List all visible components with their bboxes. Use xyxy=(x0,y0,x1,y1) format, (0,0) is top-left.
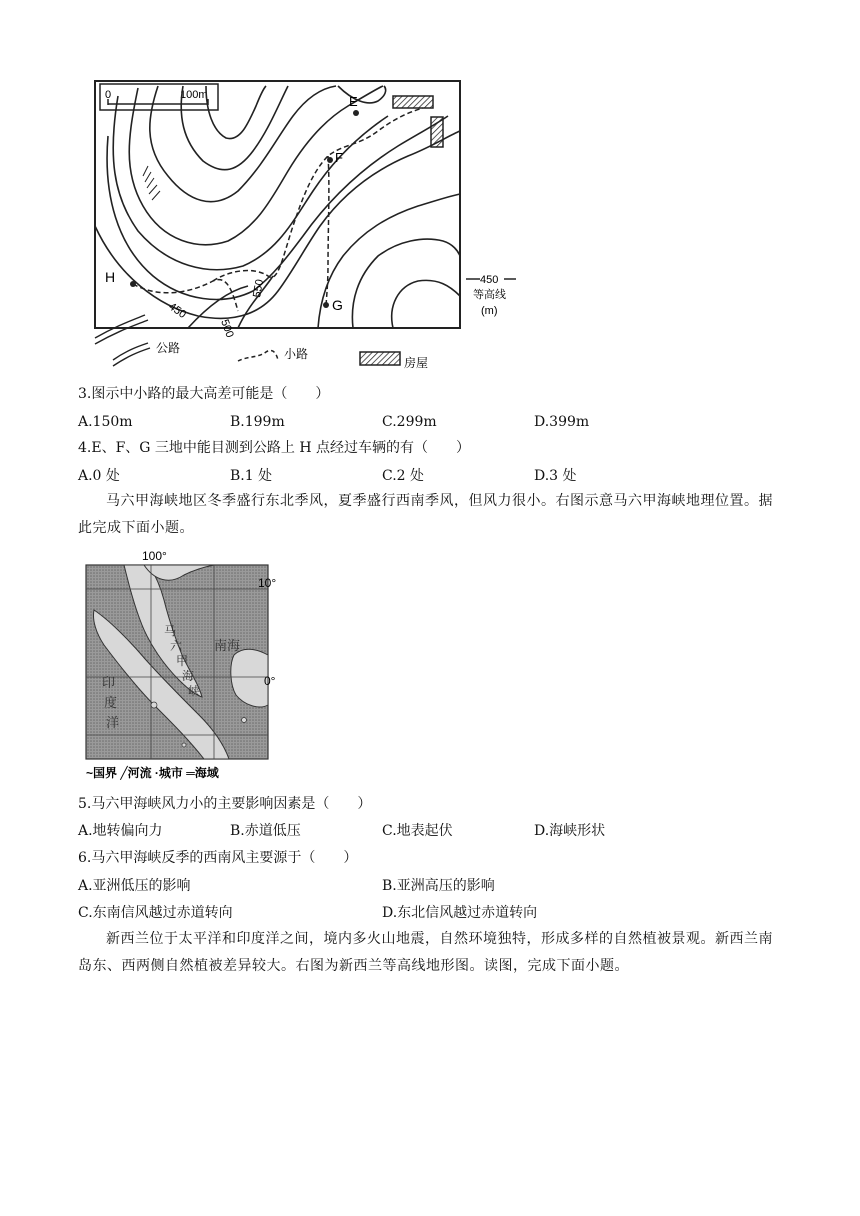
malacca-map-figure xyxy=(84,545,294,785)
question-6-option-a[interactable]: A.亚洲低压的影响 xyxy=(78,878,191,894)
question-5-option-d[interactable]: D.海峡形状 xyxy=(534,823,606,839)
contour-label-450: 450 xyxy=(166,300,189,321)
point-g-marker xyxy=(323,302,329,308)
intro-paragraph-new-zealand: 新西兰位于太平洋和印度洋之间，境内多火山地震，自然环境独特，形成多样的自然植被景观。新西兰南岛东、西两侧自然植被差异较大。右图为新西兰等高线地形图。读图，完成下面小题。 xyxy=(78,931,773,974)
contour-label-550: 550 xyxy=(251,278,267,299)
point-h-marker xyxy=(130,281,136,287)
question-3-option-d[interactable]: D.399m xyxy=(534,414,590,430)
legend-path-label: 小路 xyxy=(284,347,309,361)
scale-distance-label: 100m xyxy=(180,89,208,101)
contour-label-500: 500 xyxy=(218,317,236,340)
ocean-char-1: 印 xyxy=(102,675,116,690)
point-e-label: E xyxy=(349,94,358,109)
question-3-option-c[interactable]: C.299m xyxy=(382,414,437,430)
intro-paragraph-malacca: 马六甲海峡地区冬季盛行东北季风，夏季盛行西南季风，但风力很小。右图示意马六甲海峡地理位置。据此完成下面小题。 xyxy=(78,493,773,536)
contour-lines xyxy=(95,86,460,328)
question-4-option-d[interactable]: D.3 处 xyxy=(534,468,577,484)
question-6-stem: 6.马六甲海峡反季的西南风主要源于（ ） xyxy=(78,850,358,866)
south-china-sea-label: 南海 xyxy=(214,638,241,653)
question-6-option-d[interactable]: D.东北信风越过赤道转向 xyxy=(382,905,538,921)
latitude-10-label: 10° xyxy=(258,576,277,590)
point-g-label: G xyxy=(332,297,343,313)
legend-contour-value: 450 xyxy=(480,274,499,286)
question-4-stem: 4.E、F、G 三地中能目测到公路上 H 点经过车辆的有（ ） xyxy=(78,440,471,456)
point-h-label: H xyxy=(105,269,116,285)
question-4-option-b[interactable]: B.1 处 xyxy=(230,468,273,484)
cliff-hachures xyxy=(143,166,160,200)
strait-char-3: 甲 xyxy=(176,654,189,668)
contour-map-figure xyxy=(88,76,528,376)
point-f-marker xyxy=(327,157,333,163)
ocean-char-2: 度 xyxy=(104,695,118,710)
question-3-stem: 3.图示中小路的最大高差可能是（ ） xyxy=(78,386,330,402)
legend-road-label: 公路 xyxy=(156,341,181,355)
map-legend: ~国界 ╱河流 ·城市 ═海域 xyxy=(86,766,219,780)
question-3-option-b[interactable]: B.199m xyxy=(230,414,285,430)
ocean-char-3: 洋 xyxy=(106,715,120,730)
question-6-option-c[interactable]: C.东南信风越过赤道转向 xyxy=(78,905,233,921)
contour-map-svg xyxy=(88,76,528,376)
legend-house-label: 房屋 xyxy=(404,356,429,370)
question-3-option-a[interactable]: A.150m xyxy=(78,414,133,430)
scale-zero-label: 0 xyxy=(105,89,112,101)
legend-contour-unit: (m) xyxy=(481,305,498,317)
longitude-100-label: 100° xyxy=(142,549,167,563)
question-4-option-a[interactable]: A.0 处 xyxy=(78,468,120,484)
question-5-option-c[interactable]: C.地表起伏 xyxy=(382,823,453,839)
strait-char-1: 马 xyxy=(164,624,177,638)
point-e-marker xyxy=(353,110,359,116)
legend-contour-title: 等高线 xyxy=(473,289,506,301)
point-f-label: F xyxy=(335,150,343,165)
latitude-0-label: 0° xyxy=(264,674,276,688)
strait-char-4: 海 xyxy=(182,669,195,683)
legend-house-symbol xyxy=(360,352,400,365)
legend-path-symbol xyxy=(238,350,278,361)
question-5-stem: 5.马六甲海峡风力小的主要影响因素是（ ） xyxy=(78,796,372,812)
road xyxy=(95,315,148,344)
question-6-option-b[interactable]: B.亚洲高压的影响 xyxy=(382,878,495,894)
legend-road-symbol xyxy=(113,343,150,366)
question-4-option-c[interactable]: C.2 处 xyxy=(382,468,425,484)
strait-char-2: 六 xyxy=(170,639,183,653)
question-5-option-b[interactable]: B.赤道低压 xyxy=(230,823,301,839)
house-2 xyxy=(431,117,443,147)
strait-char-5: 峡 xyxy=(188,684,201,698)
house-1 xyxy=(393,96,433,108)
malacca-map-svg xyxy=(84,545,294,785)
question-5-option-a[interactable]: A.地转偏向力 xyxy=(78,823,163,839)
